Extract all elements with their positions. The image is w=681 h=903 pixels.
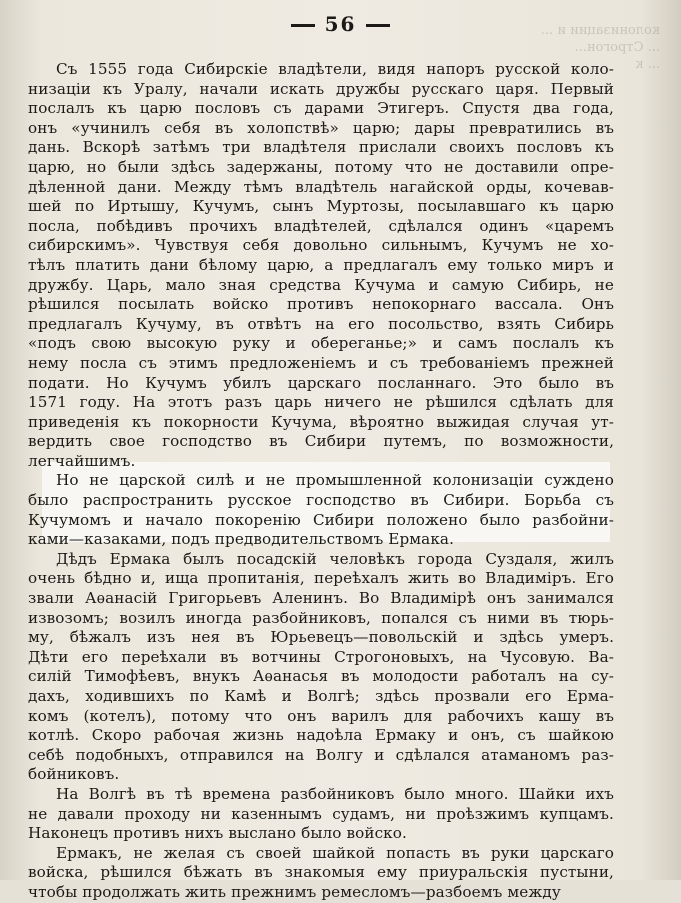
- text-line: Дѣдъ Ермака былъ посадскій человѣкъ города Суздаля, жилъ: [56, 549, 614, 568]
- text-line: Съ 1555 года Сибирскіе владѣтели, видя напоръ русской коло-: [56, 60, 614, 78]
- paragraph: [28, 471, 614, 549]
- text-line: 1571 году. На этотъ разъ царь ничего не рѣшился сдѣлать для: [28, 393, 614, 412]
- text-line: нему посла съ этимъ предложеніемъ и съ требованіемъ прежней: [28, 353, 614, 372]
- text-line: очень бѣдно и, ища пропитанія, переѣхалъ жить во Владиміръ. Его: [28, 569, 614, 588]
- text-line: царю, но были здѣсь задержаны, потому что не доставили опре-: [28, 157, 614, 176]
- text-line: предлагалъ Кучуму, въ отвѣтъ на его посольство, взять Сибирь: [28, 314, 614, 333]
- text-line: котлѣ. Скоро рабочая жизнь надоѣла Ермаку и онъ, съ шайкою: [28, 726, 614, 745]
- body-text: [28, 60, 614, 903]
- text-line: Ермакъ, не желая съ своей шайкой попасть въ руки царскаго: [56, 843, 614, 862]
- header-dash-right: [366, 24, 390, 27]
- text-line: На Волгѣ въ тѣ времена разбойниковъ было много. Шайки ихъ: [56, 784, 614, 803]
- text-line: дѣленной дани. Между тѣмъ владѣтель нагайской орды, кочевав-: [28, 177, 614, 196]
- text-line: посла, побѣдивъ прочихъ владѣтелей, сдѣлался одинъ «царемъ: [28, 216, 614, 235]
- text-line: низаціи къ Уралу, начали искать дружбы русскаго царя. Первый: [28, 79, 614, 98]
- paragraph: [28, 844, 614, 903]
- text-line: звали Аѳанасій Григорьевъ Аленинъ. Во Владимірѣ онъ занимался: [28, 589, 614, 608]
- bleed-line: ... к: [635, 57, 660, 72]
- text-line: силій Тимофѣевъ, внукъ Аѳанасья въ молодости работалъ на су-: [28, 667, 614, 686]
- text-line: дружбу. Царь, мало зная средства Кучума и самую Сибирь, не: [28, 275, 614, 294]
- text-line: извозомъ; возилъ иногда разбойниковъ, попался съ ними въ тюрь-: [28, 608, 614, 627]
- text-line: комъ (котелъ), потому что онъ варилъ для рабочихъ кашу въ: [28, 706, 614, 725]
- text-line: войска, рѣшился бѣжать въ знакомыя ему приуральскія пустыни,: [28, 863, 614, 882]
- text-line: Дѣти его переѣхали въ вотчины Строгоновыхъ, на Чусовую. Ва-: [28, 647, 614, 666]
- text-line: сибирскимъ». Чувствуя себя довольно сильнымъ, Кучумъ не хо-: [28, 236, 614, 255]
- text-line: было распространить русское господство въ Сибири. Борьба съ: [28, 491, 614, 510]
- page-header: [0, 12, 681, 36]
- text-line: чтобы продолжать жить прежнимъ ремесломъ—разбоемъ между: [28, 882, 561, 901]
- text-line: Но не царской силѣ и не промышленной колонизаціи суждено: [56, 471, 614, 490]
- paragraph: [28, 60, 614, 471]
- text-line: «подъ свою высокую руку и обереганье;» и самъ послалъ къ: [28, 334, 614, 353]
- text-line: не давали проходу ни казеннымъ судамъ, ни проѣзжимъ купцамъ.: [28, 804, 614, 823]
- text-line: дань. Вскорѣ затѣмъ три владѣтеля прислали своихъ пословъ къ: [28, 138, 614, 157]
- text-line: легчайшимъ.: [28, 451, 136, 470]
- bleed-line: колонизации и ...: [540, 23, 660, 38]
- text-line: рѣшился посылать войско противъ непокорнаго вассала. Онъ: [28, 295, 614, 314]
- text-line: Кучумомъ и начало покоренію Сибири положено было разбойни-: [28, 510, 614, 529]
- text-line: Наконецъ противъ нихъ выслано было войско.: [28, 824, 407, 843]
- text-line: вердить свое господство въ Сибири путемъ, по возможности,: [28, 432, 614, 451]
- paragraph: [28, 785, 614, 844]
- text-line: му, бѣжалъ изъ нея въ Юрьевецъ—повольскій и здѣсь умеръ.: [28, 628, 614, 647]
- paragraph: [28, 550, 614, 785]
- text-line: себѣ подобныхъ, отправился на Волгу и сдѣлался атаманомъ раз-: [28, 745, 614, 764]
- text-line: онъ «учинилъ себя въ холопствѣ» царю; дары превратились въ: [28, 118, 614, 137]
- text-line: приведенія къ покорности Кучума, вѣроятно выжидая случая ут-: [28, 412, 614, 431]
- header-dash-left: [291, 24, 315, 27]
- text-line: ками—казаками, подъ предводительствомъ Ермака.: [28, 530, 455, 549]
- text-line: дахъ, ходившихъ по Камѣ и Волгѣ; здѣсь прозвали его Ерма-: [28, 687, 614, 705]
- page-number: 56: [324, 12, 357, 36]
- text-line: послалъ къ царю пословъ съ дарами Этигеръ. Спустя два года,: [28, 99, 614, 118]
- text-line: подати. Но Кучумъ убилъ царскаго посланнаго. Это было въ: [28, 373, 614, 392]
- bleed-line: ... Строгон...: [574, 40, 660, 55]
- text-line: шей по Иртышу, Кучумъ, сынъ Муртозы, посылавшаго къ царю: [28, 197, 614, 216]
- text-line: тѣлъ платить дани бѣлому царю, а предлагалъ ему только миръ и: [28, 255, 614, 274]
- text-line: бойниковъ.: [28, 765, 120, 784]
